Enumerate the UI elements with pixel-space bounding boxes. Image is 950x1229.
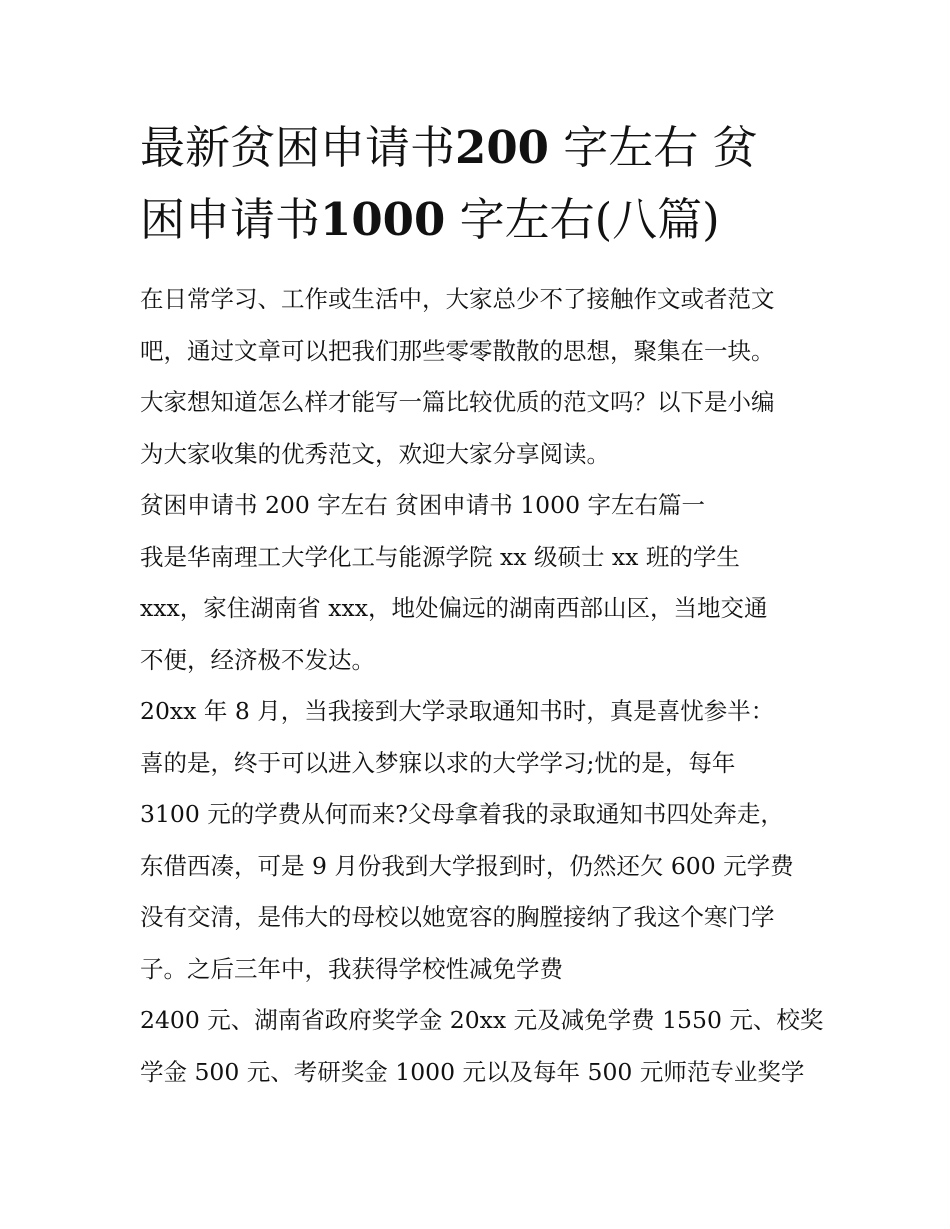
title-line-1: 最新贫困申请书200 字左右 贫	[140, 121, 758, 174]
body-line: 不便，经济极不发达。	[140, 645, 375, 674]
body-line: 我是华南理工大学化工与能源学院 xx 级硕士 xx 班的学生	[140, 542, 740, 571]
body-line: 没有交清，是伟大的母校以她宽容的胸膛接纳了我这个寒门学	[140, 903, 775, 931]
body-line: 吧，通过文章可以把我们那些零零散散的思想，聚集在一块。	[140, 336, 775, 365]
body-line: 在日常学习、工作或生活中，大家总少不了接触作文或者范文	[140, 285, 775, 313]
document-title	[140, 112, 820, 256]
body-line: xxx，家住湖南省 xxx，地处偏远的湖南西部山区，当地交通	[140, 594, 768, 622]
section-heading: 贫困申请书 200 字左右 贫困申请书 1000 字左右篇一	[140, 491, 706, 519]
body-line: 2400 元、湖南省政府奖学金 20xx 元及减免学费 1550 元、校奖	[140, 1006, 824, 1034]
title-line-2: 困申请书1000 字左右(八篇)	[140, 193, 720, 246]
document-content	[140, 112, 824, 1098]
document-body	[140, 274, 824, 1098]
body-line: 3100 元的学费从何而来?父母拿着我的录取通知书四处奔走，	[140, 800, 784, 828]
body-line: 喜的是，终于可以进入梦寐以求的大学学习;忧的是，每年	[140, 748, 736, 777]
body-line: 大家想知道怎么样才能写一篇比较优质的范文吗？以下是小编	[140, 388, 775, 416]
body-line: 学金 500 元、考研奖金 1000 元以及每年 500 元师范专业奖学	[140, 1057, 805, 1086]
body-line: 20xx 年 8 月，当我接到大学录取通知书时，真是喜忧参半：	[140, 697, 775, 725]
body-line: 东借西凑，可是 9 月份我到大学报到时，仍然还欠 600 元学费	[140, 851, 794, 880]
body-line: 为大家收集的优秀范文，欢迎大家分享阅读。	[140, 439, 610, 468]
body-line: 子。之后三年中，我获得学校性减免学费	[140, 954, 563, 983]
